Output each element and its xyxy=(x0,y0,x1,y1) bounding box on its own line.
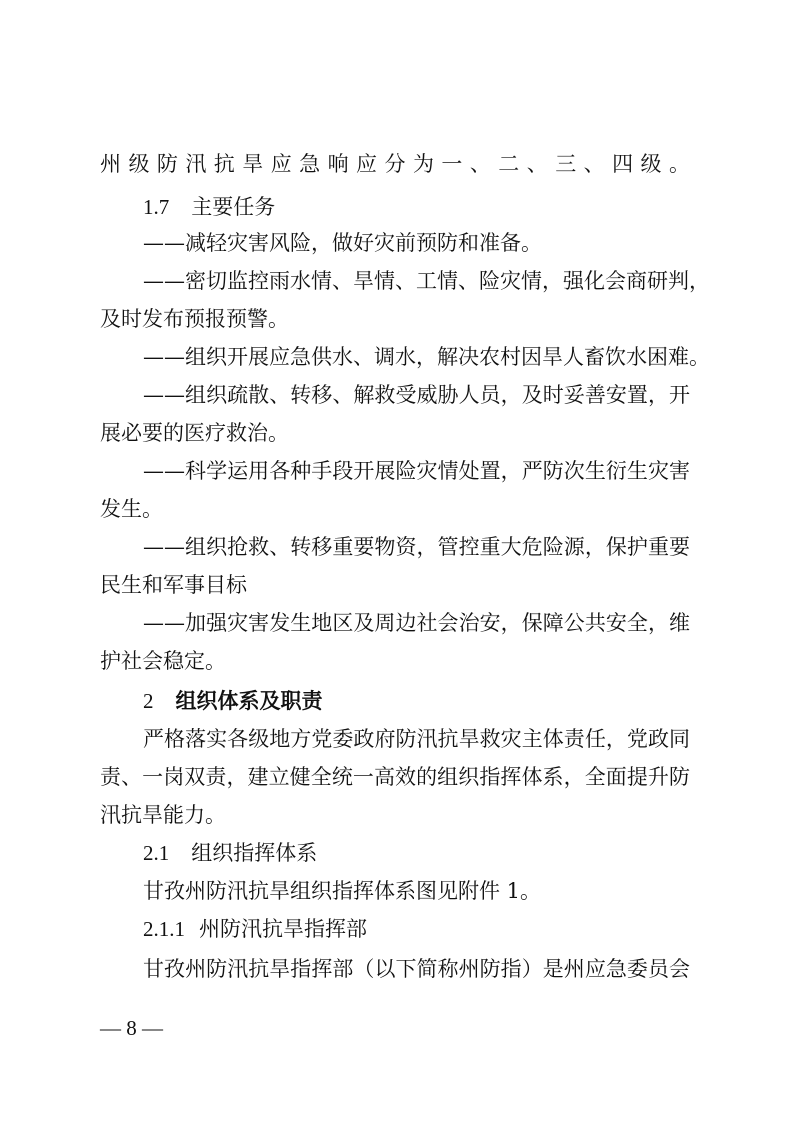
task-item-continued: 发生。 xyxy=(100,497,163,521)
section-heading-2-1 xyxy=(143,839,690,867)
task-item: ——组织疏散、转移、解救受威胁人员，及时妥善安置，开 xyxy=(143,383,690,407)
page-number: — 8 — xyxy=(100,1016,163,1040)
section-number: 2 xyxy=(143,689,154,713)
section-heading-2-1-1 xyxy=(143,915,690,943)
task-item: ——组织抢救、转移重要物资，管控重大危险源，保护重要 xyxy=(143,535,690,559)
paragraph-line: 责、一岗双责，建立健全统一高效的组织指挥体系，全面提升防 xyxy=(100,765,690,789)
paragraph-line: 甘孜州防汛抗旱指挥部（以下简称州防指）是州应急委员会 xyxy=(143,957,690,981)
section-heading-2 xyxy=(143,687,690,715)
section-title: 组织体系及职责 xyxy=(175,689,323,713)
paragraph-line: 州级防汛抗旱应急响应分为一、二、三、四级。 xyxy=(100,152,690,176)
task-item-continued: 民生和军事目标 xyxy=(100,573,247,597)
section-heading-1-7 xyxy=(143,193,690,221)
section-number: 1.7 xyxy=(143,195,170,219)
paragraph-line: 汛抗旱能力。 xyxy=(100,803,226,827)
section-title: 州防汛抗旱指挥部 xyxy=(199,917,367,941)
task-item-continued: 护社会稳定。 xyxy=(100,649,226,673)
task-item: ——减轻灾害风险，做好灾前预防和准备。 xyxy=(143,231,542,255)
paragraph-line: 甘孜州防汛抗旱组织指挥体系图见附件 1。 xyxy=(143,879,542,903)
section-number: 2.1.1 xyxy=(143,917,185,941)
paragraph-line: 严格落实各级地方党委政府防汛抗旱救灾主体责任，党政同 xyxy=(143,727,690,751)
section-number: 2.1 xyxy=(143,841,170,865)
task-item: ——加强灾害发生地区及周边社会治安，保障公共安全，维 xyxy=(143,611,690,635)
task-item-continued: 及时发布预报预警。 xyxy=(100,307,289,331)
task-item: ——组织开展应急供水、调水，解决农村因旱人畜饮水困难。 xyxy=(143,345,710,369)
task-item: ——科学运用各种手段开展险灾情处置，严防次生衍生灾害 xyxy=(143,459,690,483)
task-item: ——密切监控雨水情、旱情、工情、险灾情，强化会商研判， xyxy=(143,269,710,293)
task-item-continued: 展必要的医疗救治。 xyxy=(100,421,289,445)
section-title: 主要任务 xyxy=(191,195,276,219)
section-title: 组织指挥体系 xyxy=(191,841,318,865)
